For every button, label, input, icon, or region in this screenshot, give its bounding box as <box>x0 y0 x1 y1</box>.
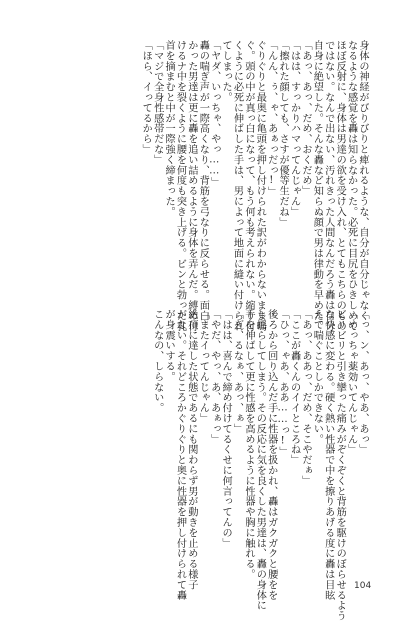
text-line: くように必死に伸ばした手は、男によって地面に縫い付けられ <box>231 40 243 332</box>
page-number: 104 <box>354 581 372 591</box>
text-line: 「ぎ、るなぁ、あっ、ぁ」 <box>231 309 243 434</box>
text-line: 絶頂に達した状態であるにも関わらず男が動きを止める様子 <box>185 309 197 590</box>
text-line: 首を摘まむと中が一際強く締まった。 <box>163 40 175 217</box>
text-line: ぐ。頭の中が真っ白になって、もう何も考えられない。縮り付 <box>242 40 254 332</box>
text-line: な快感に変わる。硬く熱い性器で中を擦りあげる度に轟は目眩 <box>322 309 334 601</box>
text-line: し揺らしてしまう。その反応に気を良くした男達は、轟の身体に <box>254 309 266 611</box>
text-line: えて喘ぐことしかできない。 <box>311 309 323 445</box>
text-line: 「ほら、イってるから」 <box>140 40 152 155</box>
text-line: 「ここが轟くんのイイところね」 <box>288 309 300 465</box>
text-line: 「あっ、あっ、だめ、おくだめ」 <box>299 40 311 196</box>
text-line: 手を伸ばして更に性感を高めるように性器や胸に触れる。 <box>242 309 254 580</box>
text-line: ぐりぐりと最奥に亀頭を押し付けられた訳がわからないまま嗚 <box>254 40 266 332</box>
text-line: かった男達は更に轟を追い詰めるように身体を弄んだ。縛め付 <box>185 40 197 332</box>
text-line: 「あっ、ああっ、だめ、そこやだぁ」 <box>299 309 311 486</box>
text-line: 「マジで全身性感帯だな」 <box>151 40 163 165</box>
text-line: 轟の喘ぎ声が一際高くなり、背筋を弓なりに反らせる。面白 <box>197 40 209 321</box>
text-line: 自身に絶望した。そんな轟など知らぬ顔で男は律動を早めた。 <box>311 40 323 332</box>
text-line: がない。それどころかぐりぐりと奥に性器を押し付けられて轟 <box>174 309 186 601</box>
text-line: 「んん、ぅ、ゃ、あぁっだっ!」 <box>265 40 277 197</box>
text-line: ほぼ反射に、身体は男達の欲を受け入れ、とてもこちらのもの <box>334 40 346 332</box>
text-line: ではない。なんで出ない、汚れきった人間なんだろう轟は自分 <box>322 40 334 332</box>
text-line: 「やだ、やっ、あ、あぁっ」 <box>208 309 220 445</box>
text-line: なるような感覚を轟は知らなかった。必死に目尻をひきしめて <box>345 40 357 332</box>
text-block-top <box>140 40 368 332</box>
text-line: 「めっちゃ薬効いてんじゃん」 <box>345 309 357 455</box>
text-line: 「またイってんじゃん」 <box>197 309 209 424</box>
text-line: ビリビリと引き攣った痛みがぞくぞくと背筋を駆けのぼらせるよう <box>334 309 346 621</box>
text-line: が身震いする。 <box>163 309 175 382</box>
text-line: こんなの、しらない。 <box>151 309 163 413</box>
text-line: 「ヤダ、いっちゃ、やっ……」 <box>208 40 220 188</box>
text-line: けるナ中を裂くように腰を何度も突き上げる。ビンと勃った乳 <box>174 40 186 332</box>
text-line: 「はは、すっかりハマってんじゃん」 <box>288 40 300 217</box>
text-line: 身体の神経がびりびりと痺れるような、自分が自分じゃなく <box>357 40 368 321</box>
text-line: 「ひっ、ゃあ、ああ……っ!」 <box>277 309 289 457</box>
text-line: 「擦れた顔しても、さすが優等生だね」 <box>277 40 289 228</box>
text-line: 「はは、喜んで締め付けてるくせに何言ってんの」 <box>220 309 232 549</box>
text-line: てしまった。 <box>220 40 232 103</box>
text-line: 後ろから回り込んだ手に性器を扱かれ、轟はガクガクと腰をを <box>265 309 277 601</box>
text-line: 「っ、ン、あっ、やあ、あっ」 <box>357 309 368 455</box>
